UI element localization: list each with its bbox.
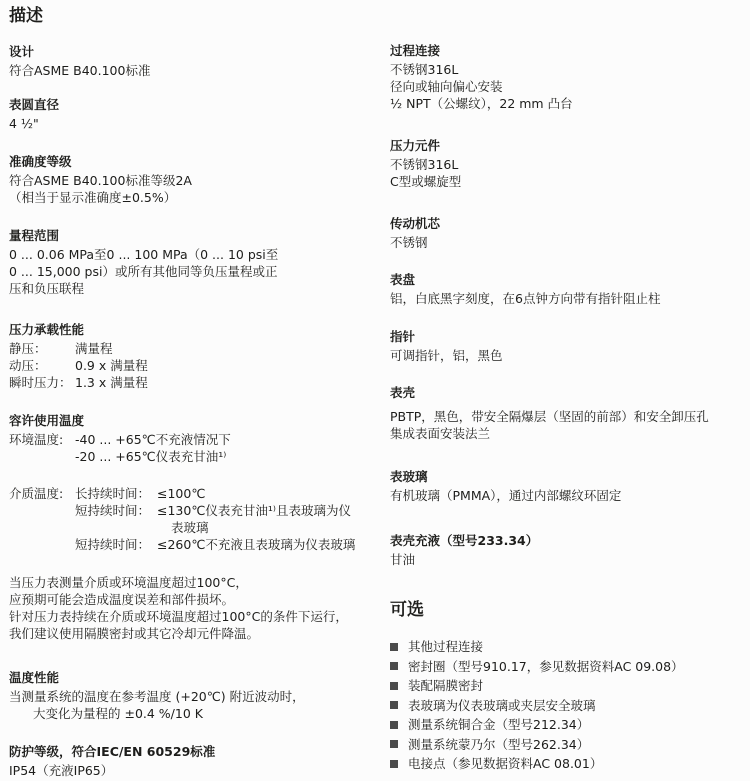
- list-item: [390, 754, 742, 774]
- section-line: 集成表面安装法兰: [390, 426, 491, 441]
- spec-label: 动压：: [9, 358, 47, 373]
- spec-value: [75, 485, 377, 553]
- duration-row: [75, 536, 377, 553]
- left-column: [9, 6, 377, 779]
- duration-value: ≤260℃不充液且表玻璃为仪表玻璃: [157, 537, 356, 552]
- medium-temp-row: [9, 485, 377, 553]
- section-line: PBTP，黑色，带安全隔爆层（坚固的前部）和安全卸压孔: [390, 409, 709, 424]
- spec-value: 0.9 x 满量程: [75, 358, 148, 373]
- section-heading: 压力元件: [390, 138, 441, 153]
- section-line: 符合ASME B40.100标准: [9, 63, 151, 78]
- section-heading: 设计: [9, 44, 35, 59]
- section-temperature: [9, 412, 377, 553]
- duration-value-line: ≤130℃仪表充甘油¹⁾且表玻璃为仪: [157, 503, 351, 518]
- option-label: 测量系统铜合金（型号212.34）: [408, 717, 590, 732]
- ambient-temp-row: [9, 431, 377, 465]
- duration-label: 长持续时间：: [75, 486, 151, 501]
- section-line: （相当于显示准确度±0.5%）: [9, 190, 177, 205]
- section-line: C型或螺旋型: [390, 174, 462, 189]
- section-dial-size: [9, 96, 377, 132]
- option-label: 装配隔膜密封: [408, 678, 484, 693]
- option-label: 电接点（参见数据资料AC 08.01）: [408, 756, 603, 771]
- duration-value-line: 表玻璃: [171, 520, 209, 535]
- section-line: IP54（充液IP65）: [9, 763, 114, 778]
- section-ingress-protection: [9, 743, 377, 779]
- option-label: 测量系统蒙乃尔（型号262.34）: [408, 736, 590, 752]
- section-heading: 表壳充液（型号233.34）: [390, 533, 539, 548]
- section-line: 0 ... 15,000 psi）或所有其他同等负压量程或正: [9, 264, 278, 279]
- square-bullet-icon: [390, 643, 398, 651]
- section-line: 0 ... 0.06 MPa至0 ... 100 MPa（0 ... 10 psi至: [9, 247, 279, 262]
- section-line: 4 ½": [9, 116, 39, 131]
- section-line: 符合ASME B40.100标准等级2A: [9, 173, 192, 188]
- section-window: [390, 468, 742, 504]
- section-case: [390, 384, 742, 442]
- section-heading: 容许使用温度: [9, 413, 85, 428]
- section-pressure-element: [390, 137, 742, 190]
- section-heading: 防护等级，符合IEC/EN 60529标准: [9, 744, 216, 759]
- square-bullet-icon: [390, 682, 398, 690]
- section-line: 铝，白底黑字刻度，在6点钟方向带有指针阻止柱: [390, 291, 661, 306]
- section-line: 可调指针，铝，黑色: [390, 348, 503, 363]
- warning-line: 针对压力表持续在介质或环境温度超过100°C的条件下运行，: [9, 609, 348, 624]
- spec-value: 满量程: [75, 341, 113, 356]
- spec-label: 静压：: [9, 341, 47, 356]
- section-line: 有机玻璃（PMMA），通过内部螺纹环固定: [390, 488, 622, 503]
- section-pointer: [390, 328, 742, 364]
- option-label: 密封圈（型号910.17，参见数据资料AC 09.08）: [408, 658, 684, 674]
- section-heading: 准确度等级: [9, 154, 72, 169]
- section-heading: 表盘: [390, 272, 416, 287]
- section-design: [9, 43, 377, 79]
- section-heading: 表壳: [390, 385, 416, 400]
- section-accuracy: [9, 153, 377, 206]
- list-item: [390, 657, 742, 677]
- section-line: 不锈钢: [390, 235, 428, 250]
- section-heading: 指针: [390, 329, 416, 344]
- spec-row: [9, 357, 377, 374]
- options-title: 可选: [390, 600, 424, 620]
- spec-row: [9, 374, 377, 391]
- section-line: 不锈钢316L: [390, 157, 459, 172]
- section-line: ½ NPT（公螺纹），22 mm 凸台: [390, 96, 573, 111]
- list-item: [390, 715, 742, 735]
- section-line: 径向或轴向偏心安装: [390, 79, 503, 94]
- section-heading: 过程连接: [390, 43, 441, 58]
- section-heading: 表圆直径: [9, 97, 60, 112]
- spec-row: [9, 340, 377, 357]
- square-bullet-icon: [390, 701, 398, 709]
- section-line: 不锈钢316L: [390, 62, 459, 77]
- right-column: [390, 42, 742, 774]
- square-bullet-icon: [390, 760, 398, 768]
- warning-line: 我们建议使用隔膜密封或其它冷却元件降温。: [9, 626, 260, 641]
- square-bullet-icon: [390, 662, 398, 670]
- section-process-connection: [390, 42, 742, 112]
- warning-line: 当压力表测量介质或环境温度超过100°C，: [9, 575, 248, 590]
- square-bullet-icon: [390, 740, 398, 748]
- section-ranges: [9, 227, 377, 297]
- spec-value-line: -20 ... +65℃仪表充甘油¹⁾: [75, 449, 227, 464]
- section-pressure-limit: [9, 321, 377, 391]
- duration-row: [75, 502, 377, 536]
- spec-label: 环境温度:: [9, 432, 64, 447]
- spec-label: 介质温度:: [9, 486, 64, 501]
- section-dial: [390, 271, 742, 307]
- spec-value: [75, 431, 377, 465]
- section-line: 压和负压联程: [9, 281, 85, 296]
- section-temp-performance: [9, 669, 377, 722]
- spec-label: 瞬时压力：: [9, 375, 72, 390]
- page-title: 描述: [9, 6, 43, 26]
- section-heading: 传动机芯: [390, 216, 441, 231]
- option-label: 表玻璃为仪表玻璃或夹层安全玻璃: [408, 697, 596, 713]
- spec-value: 1.3 x 满量程: [75, 375, 148, 390]
- duration-value: ≤100℃: [157, 486, 206, 501]
- section-line: 当测量系统的温度在参考温度 (+20℃) 附近波动时，: [9, 689, 305, 704]
- section-heading: 温度性能: [9, 670, 60, 685]
- section-movement: [390, 215, 742, 251]
- square-bullet-icon: [390, 721, 398, 729]
- duration-label: 短持续时间：: [75, 537, 151, 552]
- duration-label: 短持续时间：: [75, 503, 151, 518]
- section-line: 大变化为量程的 ±0.4 %/10 K: [33, 706, 203, 721]
- list-item: [390, 637, 742, 657]
- duration-value: [157, 502, 377, 536]
- section-warning-note: [9, 574, 377, 642]
- list-item: [390, 696, 742, 716]
- warning-line: 应预期可能会造成温度误差和部件损坏。: [9, 592, 235, 607]
- duration-row: [75, 485, 377, 502]
- spec-value-line: -40 ... +65℃不充液情况下: [75, 432, 231, 447]
- section-line: 甘油: [390, 552, 416, 567]
- option-label: 其他过程连接: [408, 639, 484, 654]
- options-list: [390, 637, 742, 774]
- section-heading: 表玻璃: [390, 469, 428, 484]
- section-heading: 量程范围: [9, 228, 60, 243]
- section-case-filling: [390, 532, 742, 568]
- list-item: [390, 735, 742, 755]
- list-item: [390, 676, 742, 696]
- section-heading: 压力承载性能: [9, 322, 85, 337]
